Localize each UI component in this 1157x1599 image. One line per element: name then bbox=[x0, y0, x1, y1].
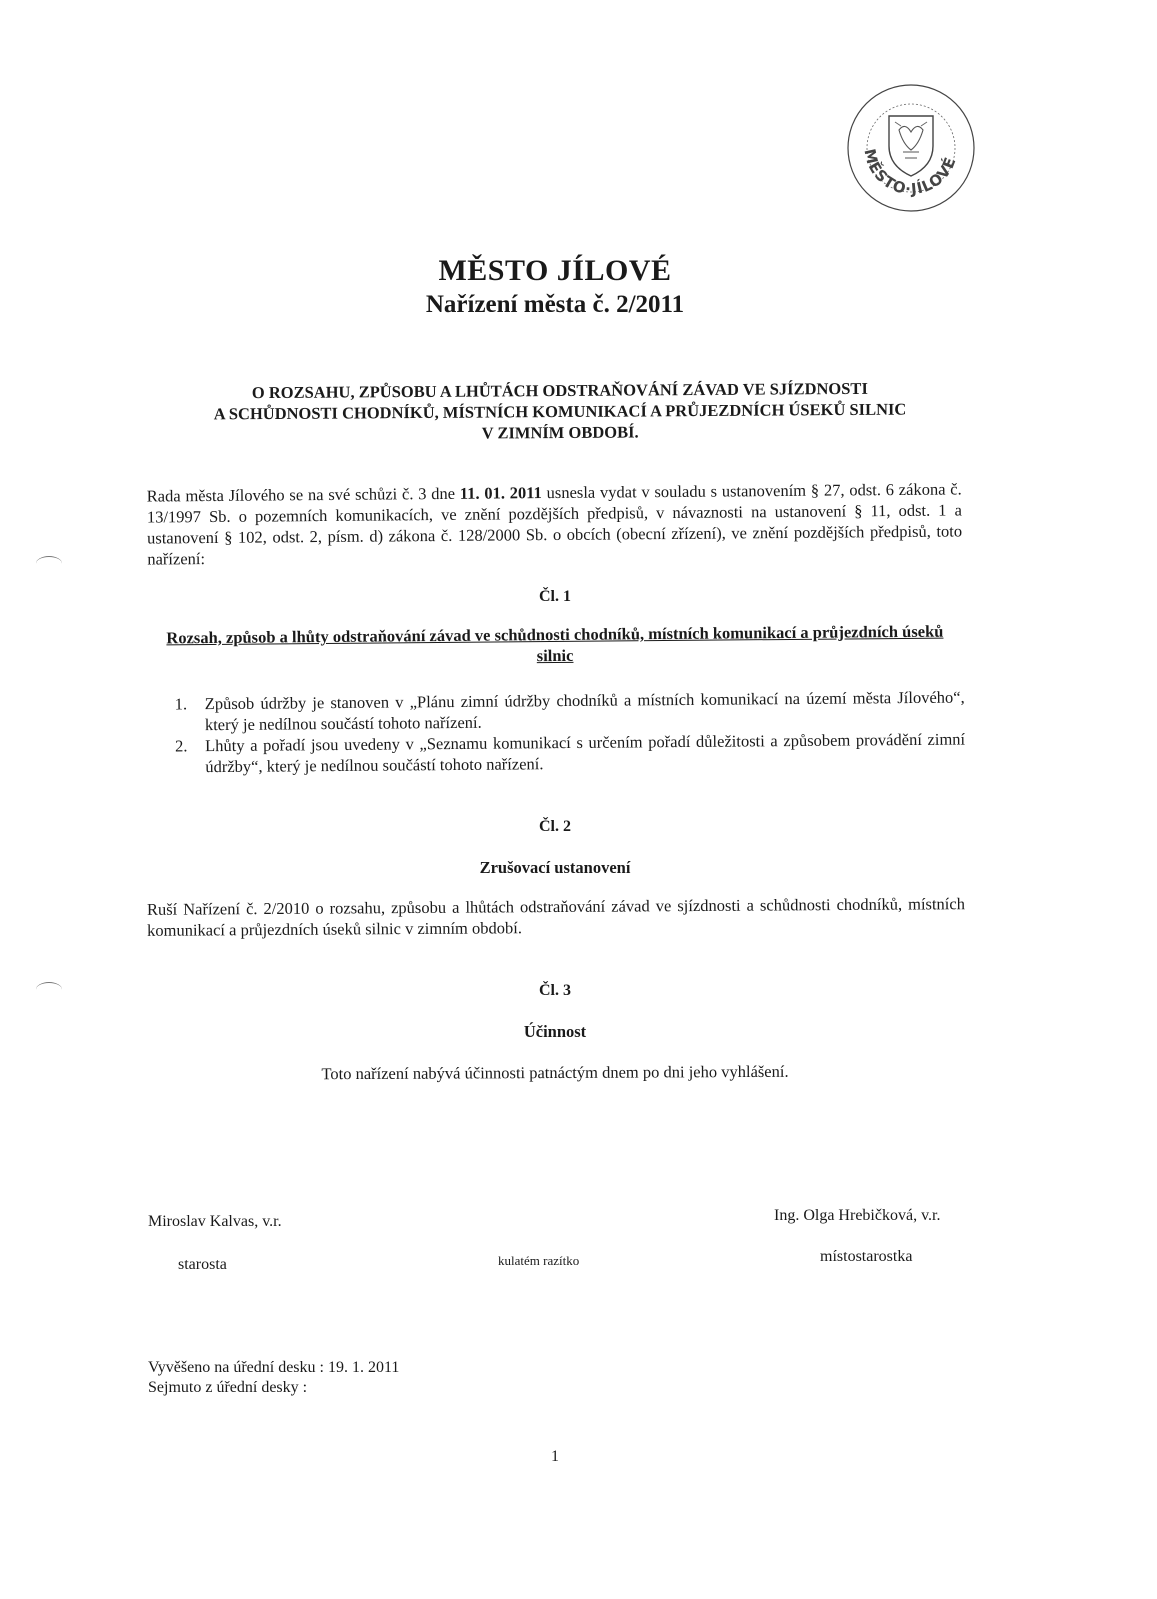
heading-line: O ROZSAHU, ZPŮSOBU A LHŮTÁCH ODSTRAŇOVÁNÍ ZÁVAD VE SJÍZDNOSTI bbox=[251, 378, 868, 403]
list-item bbox=[175, 687, 965, 736]
mayor-role: starosta bbox=[178, 1256, 227, 1273]
punch-hole-mark bbox=[36, 556, 62, 571]
city-title: MĚSTO JÍLOVÉ bbox=[438, 254, 672, 287]
article-1-label: Čl. 1 bbox=[539, 588, 571, 605]
meeting-date: 11. 01. 2011 bbox=[459, 483, 542, 503]
article-2-title: Zrušovací ustanovení bbox=[479, 858, 631, 877]
heading-line: A SCHŮDNOSTI CHODNÍKŮ, MÍSTNÍCH KOMUNIKACÍ A PRŮJEZDNÍCH ÚSEKŮ SILNIC bbox=[213, 399, 907, 424]
regulation-number: Nařízení města č. 2/2011 bbox=[425, 291, 685, 318]
posting-info bbox=[148, 1358, 399, 1398]
intro-paragraph bbox=[147, 478, 963, 569]
intro-text-start: Rada města Jílového se na své schůzi č. 3 dne bbox=[146, 483, 460, 506]
intro-text-rest: usnesla vydat v souladu s ustanovením § 27, odst. 6 zákona č. 13/1997 Sb. o pozemních komunikacích, ve znění pozdějších předpisů, v návaznosti na ustanovení § 11, odst. 1 a ustanovení § 102, odst. 2, písm. d) zákona č. 128/2000 Sb. o obcích (obecní zřízení), ve znění pozdějších předpisů, toto nařízení: bbox=[146, 479, 963, 569]
mayor-name: Miroslav Kalvas, v.r. bbox=[148, 1213, 282, 1230]
posted-date: Vyvěšeno na úřední desku : 19. 1. 2011 bbox=[148, 1359, 400, 1376]
regulation-heading bbox=[160, 377, 960, 446]
stamp-note: kulatém razítko bbox=[498, 1253, 580, 1268]
deputy-mayor-name: Ing. Olga Hrebičková, v.r. bbox=[774, 1207, 941, 1224]
article-1-list bbox=[175, 687, 966, 778]
removed-date: Sejmuto z úřední desky : bbox=[148, 1379, 308, 1396]
article-3-title: Účinnost bbox=[523, 1022, 587, 1041]
list-item-number: 1. bbox=[174, 694, 188, 714]
article-3-label: Čl. 3 bbox=[539, 982, 571, 999]
list-item bbox=[175, 729, 965, 778]
town-seal-stamp bbox=[845, 82, 977, 214]
punch-hole-mark bbox=[36, 982, 62, 997]
article-2-label: Čl. 2 bbox=[539, 818, 571, 835]
svg-text:MĚSTO·JÍLOVÉ bbox=[860, 147, 959, 198]
article-3-text: Toto nařízení nabývá účinnosti patnáctým dnem po dni jeho vyhlášení. bbox=[321, 1061, 789, 1084]
list-item-number: 2. bbox=[175, 736, 188, 756]
heading-line: V ZIMNÍM OBDOBÍ. bbox=[481, 422, 639, 443]
page-number: 1 bbox=[551, 1448, 559, 1465]
seal-text: MĚSTO·JÍLOVÉ bbox=[860, 147, 960, 199]
list-item-text: Lhůty a pořadí jsou uvedeny v „Seznamu komunikací s určením pořadí důležitosti a způsobem provádění zimní údržby“, který je nedílnou součástí tohoto nařízení. bbox=[205, 729, 966, 777]
deputy-mayor-role: místostarostka bbox=[820, 1248, 913, 1265]
list-item-text: Způsob údržby je stanoven v „Plánu zimní údržby chodníků a místních komunikací na území města Jílového“, který je nedílnou součástí tohoto nařízení. bbox=[204, 687, 965, 735]
article-1-title: Rozsah, způsob a lhůty odstraňování závad ve schůdnosti chodníků, místních komunikací a průjezdních úseků silnic bbox=[166, 621, 944, 666]
article-2-text: Ruší Nařízení č. 2/2010 o rozsahu, způsobu a lhůtách odstraňování závad ve sjízdnosti a schůdnosti chodníků, místních komunikací a průjezdních úseků silnic v zimním období. bbox=[146, 894, 965, 940]
